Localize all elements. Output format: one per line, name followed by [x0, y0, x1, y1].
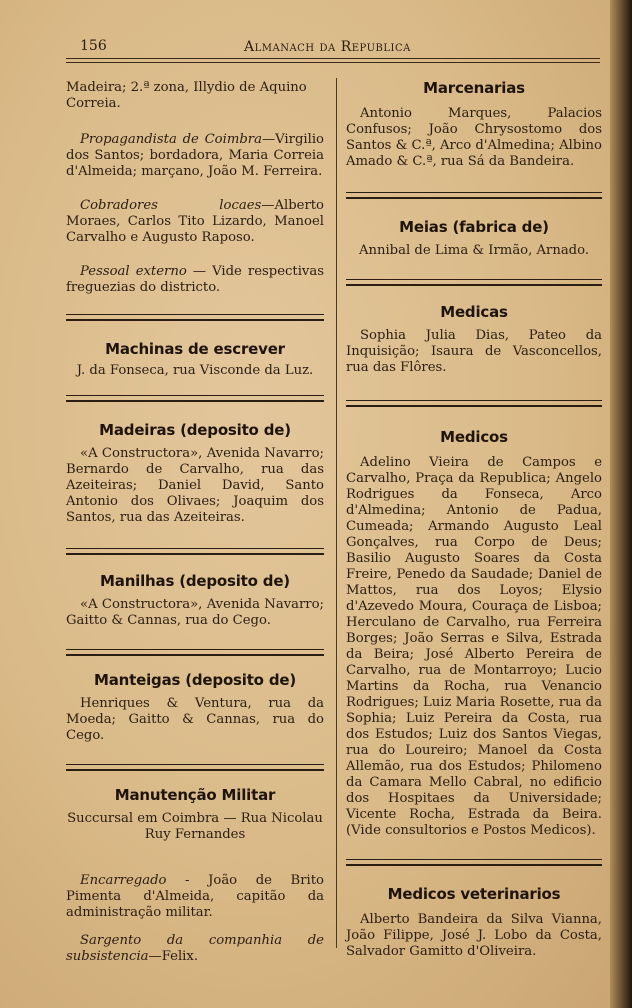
- pessoal-label: Pessoal externo: [80, 264, 187, 279]
- manutencao-line-2: Ruy Fernandes: [144, 827, 246, 842]
- intro-line-1: Madeira; 2.ª zona, Illydio de Aquino: [66, 80, 307, 95]
- section-rule: [66, 764, 324, 771]
- section-rule: [346, 400, 602, 407]
- intro-entry: [66, 80, 324, 112]
- propagandista-text: —Virgilio dos Santos; bordadora, Maria Correia d'Almeida; marçano, João M. Ferreira.: [66, 132, 324, 179]
- sargento-label: Sargento da companhia de subsistencia: [66, 933, 324, 964]
- cobradores-entry: [66, 198, 324, 246]
- madeiras-text: «A Constructora», Avenida Navarro; Bernardo de Carvalho, rua das Azeiteiras; Daniel David, Santo Antonio dos Olivaes; Joaquim dos Santos, rua das Azeiteiras.: [66, 446, 324, 525]
- medicos-text: Adelino Vieira de Campos e Carvalho, Praça da Republica; Angelo Rodrigues da Fonseca, Arco d'Almedina; Antonio de Padua, Cumeada; Armando Augusto Leal Gonçalves, rua Corpo de Deus; Basilio Augusto Soares da Costa Freire, Penedo da Saudade; Daniel de Mattos, rua dos Loyos; Elysio d'Azevedo Moura, Couraça de Lisboa; Herculano de Carvalho, rua Ferreira Borges; João Serras e Silva, Estrada da Beira; José Alberto Pereira de Carvalho, rua de Montarroyo; Lucio Martins da Rocha, rua Venancio Rodrigues; Luiz Maria Rosette, rua da Sophia; Luiz Pereira da Costa, rua dos Estudos; Luiz dos Santos Viegas, rua do Loureiro; Manoel da Costa Allemão, rua dos Estudos; Philomeno da Camara Mello Cabral, no edificio dos Hospitaes da Universidade; Vicente Rocha, Estrada da Beira. (Vide consultorios e Postos Medicos).: [346, 455, 602, 838]
- manteigas-heading: Manteigas (deposito de): [94, 671, 296, 689]
- manutencao-address: [66, 811, 324, 843]
- page-number: 156: [80, 38, 107, 54]
- section-rule: [346, 192, 602, 199]
- manilhas-heading: Manilhas (deposito de): [100, 572, 290, 590]
- section-rule: [66, 314, 324, 321]
- section-rule: [66, 548, 324, 555]
- section-rule: [66, 395, 324, 402]
- section-rule: [346, 279, 602, 286]
- page-header: [66, 38, 602, 58]
- marcenarias-heading: Marcenarias: [423, 79, 525, 97]
- left-column: [66, 80, 324, 965]
- encarregado-entry: [66, 873, 324, 921]
- header-rule: [66, 58, 600, 63]
- manutencao-line-1: Succursal em Coimbra — Rua Nicolau: [67, 811, 323, 826]
- section-rule: [66, 649, 324, 656]
- veterinarios-heading: Medicos veterinarios: [387, 885, 561, 903]
- machinas-text: J. da Fonseca, rua Visconde da Luz.: [76, 363, 314, 378]
- medicas-heading: Medicas: [440, 303, 508, 321]
- meias-heading: Meias (fabrica de): [399, 218, 549, 236]
- medicas-text: Sophia Julia Dias, Pateo da Inquisição; Isaura de Vasconcellos, rua das Flôres.: [346, 328, 602, 375]
- meias-text: Annibal de Lima & Irmão, Arnado.: [358, 243, 590, 258]
- propagandista-label: Propagandista de Coimbra: [80, 132, 262, 147]
- column-divider: [336, 78, 337, 948]
- madeiras-heading: Madeiras (deposito de): [99, 421, 291, 439]
- sargento-entry: [66, 933, 324, 965]
- medicos-heading: Medicos: [440, 428, 508, 446]
- sargento-text: —Felix.: [148, 949, 199, 964]
- pessoal-entry: [66, 264, 324, 296]
- machinas-heading: Machinas de escrever: [105, 340, 285, 358]
- encarregado-label: Encarregado: [80, 873, 167, 888]
- manutencao-heading: Manutenção Militar: [114, 786, 276, 804]
- manilhas-text: «A Constructora», Avenida Navarro; Gaitto & Cannas, rua do Cego.: [66, 597, 324, 628]
- cobradores-text: —Alberto Moraes, Carlos Tito Lizardo, Manoel Carvalho e Augusto Raposo.: [66, 198, 324, 245]
- intro-line-2: Correia.: [66, 96, 121, 111]
- veterinarios-text: Alberto Bandeira da Silva Vianna, João Filippe, José J. Lobo da Costa, Salvador Gamitto d'Oliveira.: [346, 912, 602, 959]
- propagandista-entry: [66, 132, 324, 180]
- section-rule: [346, 859, 602, 866]
- running-title: Almanach da Republica: [244, 39, 411, 55]
- book-spine-shadow: [610, 0, 632, 1008]
- manteigas-text: Henriques & Ventura, rua da Moeda; Gaitto & Cannas, rua do Cego.: [66, 696, 324, 743]
- marcenarias-text: Antonio Marques, Palacios Confusos; João Chrysostomo dos Santos & C.ª, Arco d'Almedina; Albino Amado & C.ª, rua Sá da Bandeira.: [346, 106, 602, 169]
- pessoal-text: — Vide respectivas freguezias do districto.: [66, 264, 324, 295]
- right-column: [346, 80, 602, 960]
- cobradores-label: Cobradores locaes: [80, 198, 262, 213]
- encarregado-text: - João de Brito Pimenta d'Almeida, capitão da administração militar.: [66, 873, 324, 920]
